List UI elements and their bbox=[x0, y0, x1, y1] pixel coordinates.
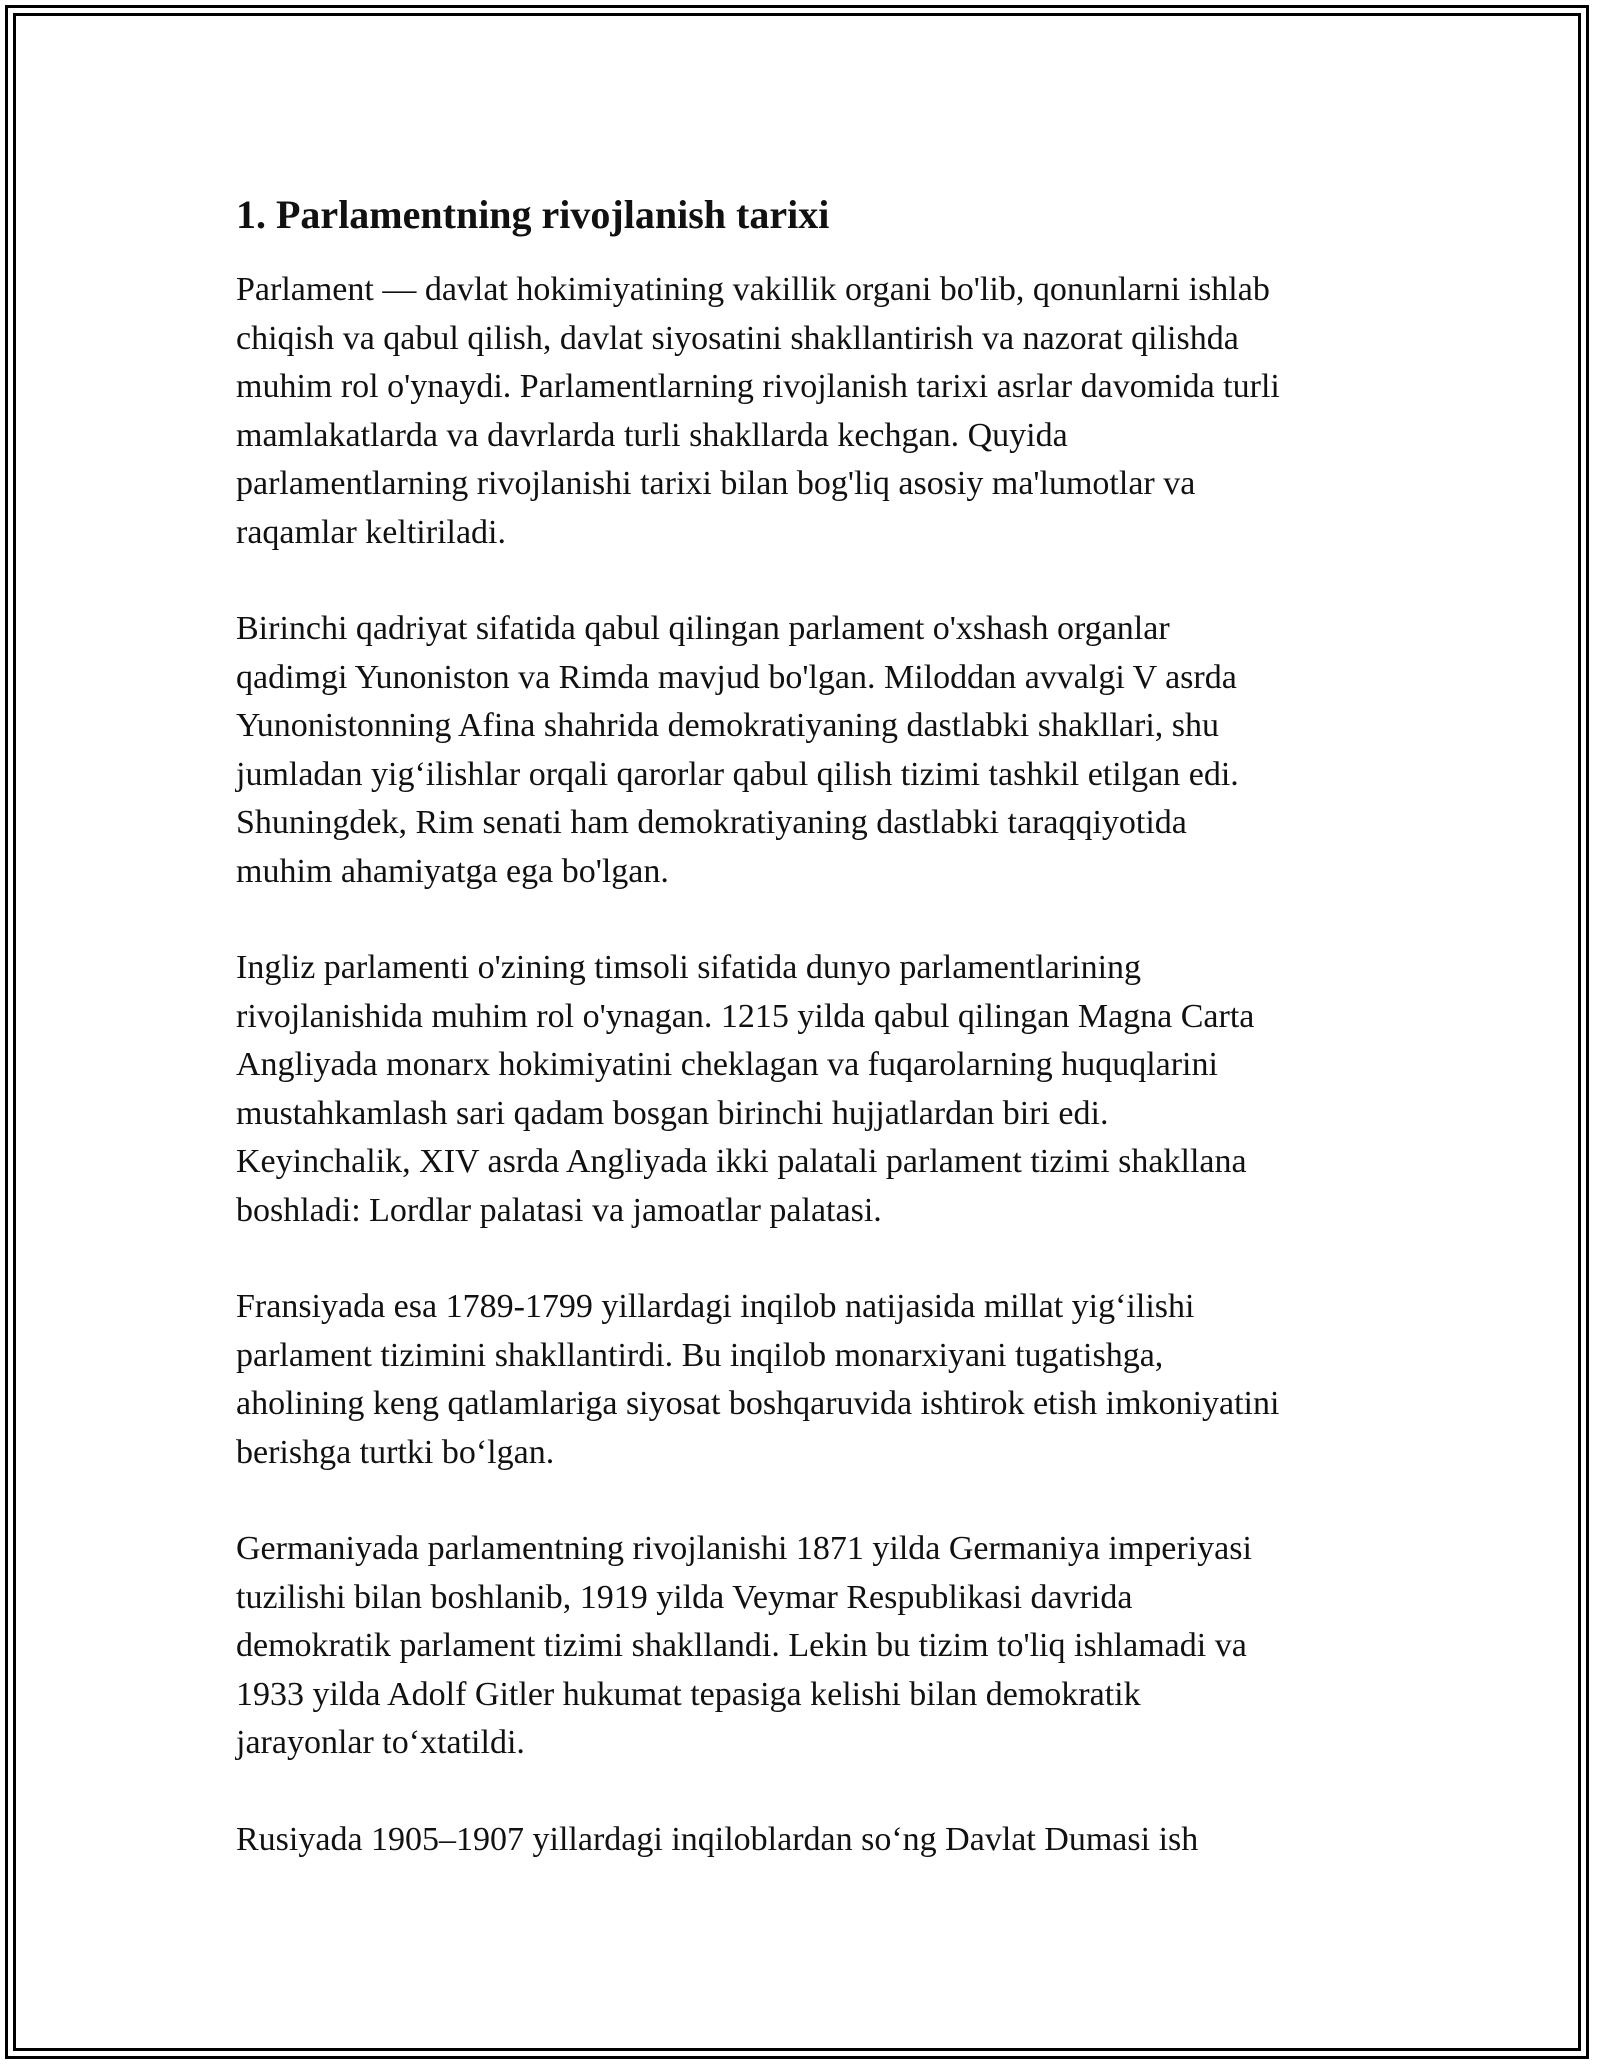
text-line: muhim ahamiyatga ega bo'lgan. bbox=[236, 852, 669, 890]
text-line: muhim rol o'ynaydi. Parlamentlarning rivojlanish tarixi asrlar davomida turli bbox=[236, 368, 1280, 405]
text-line: chiqish va qabul qilish, davlat siyosatini shakllantirish va nazorat qilishda bbox=[236, 319, 1239, 357]
text-line: Shuningdek, Rim senati ham demokratiyaning dastlabki taraqqiyotida bbox=[236, 804, 1187, 841]
text-line: jarayonlar to‘xtatildi. bbox=[236, 1724, 525, 1761]
text-line: Keyinchalik, XIV asrda Angliyada ikki palatali parlament tizimi shakllana bbox=[236, 1143, 1247, 1180]
paragraph bbox=[236, 1816, 1376, 1865]
text-line: Yunonistonning Afina shahrida demokratiyaning dastlabki shakllari, shu bbox=[236, 707, 1220, 744]
text-line: parlament tizimini shakllantirdi. Bu inqilob monarxiyani tugatishga, bbox=[236, 1336, 1164, 1374]
text-line: berishga turtki bo‘lgan. bbox=[236, 1433, 555, 1471]
text-line: Parlament — davlat hokimiyatining vakillik organi bo'lib, qonunlarni ishlab bbox=[236, 271, 1270, 308]
text-line: tuzilishi bilan boshlanib, 1919 yilda Veymar Respublikasi davrida bbox=[236, 1578, 1133, 1616]
paragraph bbox=[236, 1283, 1376, 1477]
text-line: Birinchi qadriyat sifatida qabul qilingan parlament o'xshash organlar bbox=[236, 610, 1170, 647]
section-heading: 1. Parlamentning rivojlanish tarixi bbox=[236, 192, 830, 237]
text-line: mustahkamlash sari qadam bosgan birinchi hujjatlardan biri edi. bbox=[236, 1094, 1109, 1132]
text-line: Fransiyada esa 1789-1799 yillardagi inqilob natijasida millat yig‘ilishi bbox=[236, 1288, 1195, 1325]
text-line: Rusiyada 1905–1907 yillardagi inqiloblardan so‘ng Davlat Dumasi ish bbox=[236, 1820, 1199, 1858]
text-line: rivojlanishida muhim rol o'ynagan. 1215 yilda qabul qilingan Magna Carta bbox=[236, 997, 1255, 1035]
text-line: Angliyada monarx hokimiyatini cheklagan va fuqarolarning huquqlarini bbox=[236, 1046, 1218, 1083]
text-line: boshladi: Lordlar palatasi va jamoatlar palatasi. bbox=[236, 1191, 882, 1229]
document-body bbox=[236, 186, 1376, 1912]
text-line: Germaniyada parlamentning rivojlanishi 1871 yilda Germaniya imperiyasi bbox=[236, 1530, 1252, 1567]
text-line: Ingliz parlamenti o'zining timsoli sifatida dunyo parlamentlarining bbox=[236, 949, 1142, 986]
text-line: mamlakatlarda va davrlarda turli shakllarda kechgan. Quyida bbox=[236, 416, 1068, 454]
text-line: jumladan yig‘ilishlar orqali qarorlar qabul qilish tizimi tashkil etilgan edi. bbox=[236, 755, 1239, 793]
paragraph bbox=[236, 605, 1376, 896]
text-line: parlamentlarning rivojlanishi tarixi bilan bog'liq asosiy ma'lumotlar va bbox=[236, 465, 1196, 502]
text-line: demokratik parlament tizimi shakllandi. Lekin bu tizim to'liq ishlamadi va bbox=[236, 1627, 1247, 1664]
text-line: qadimgi Yunoniston va Rimda mavjud bo'lgan. Miloddan avvalgi V asrda bbox=[236, 658, 1237, 696]
paragraph-list bbox=[236, 266, 1376, 1864]
paragraph bbox=[236, 266, 1376, 557]
text-line: raqamlar keltiriladi. bbox=[236, 513, 506, 551]
paragraph bbox=[236, 1525, 1376, 1768]
text-line: 1933 yilda Adolf Gitler hukumat tepasiga kelishi bilan demokratik bbox=[236, 1675, 1141, 1713]
paragraph bbox=[236, 944, 1376, 1235]
text-line: aholining keng qatlamlariga siyosat boshqaruvida ishtirok etish imkoniyatini bbox=[236, 1385, 1280, 1422]
